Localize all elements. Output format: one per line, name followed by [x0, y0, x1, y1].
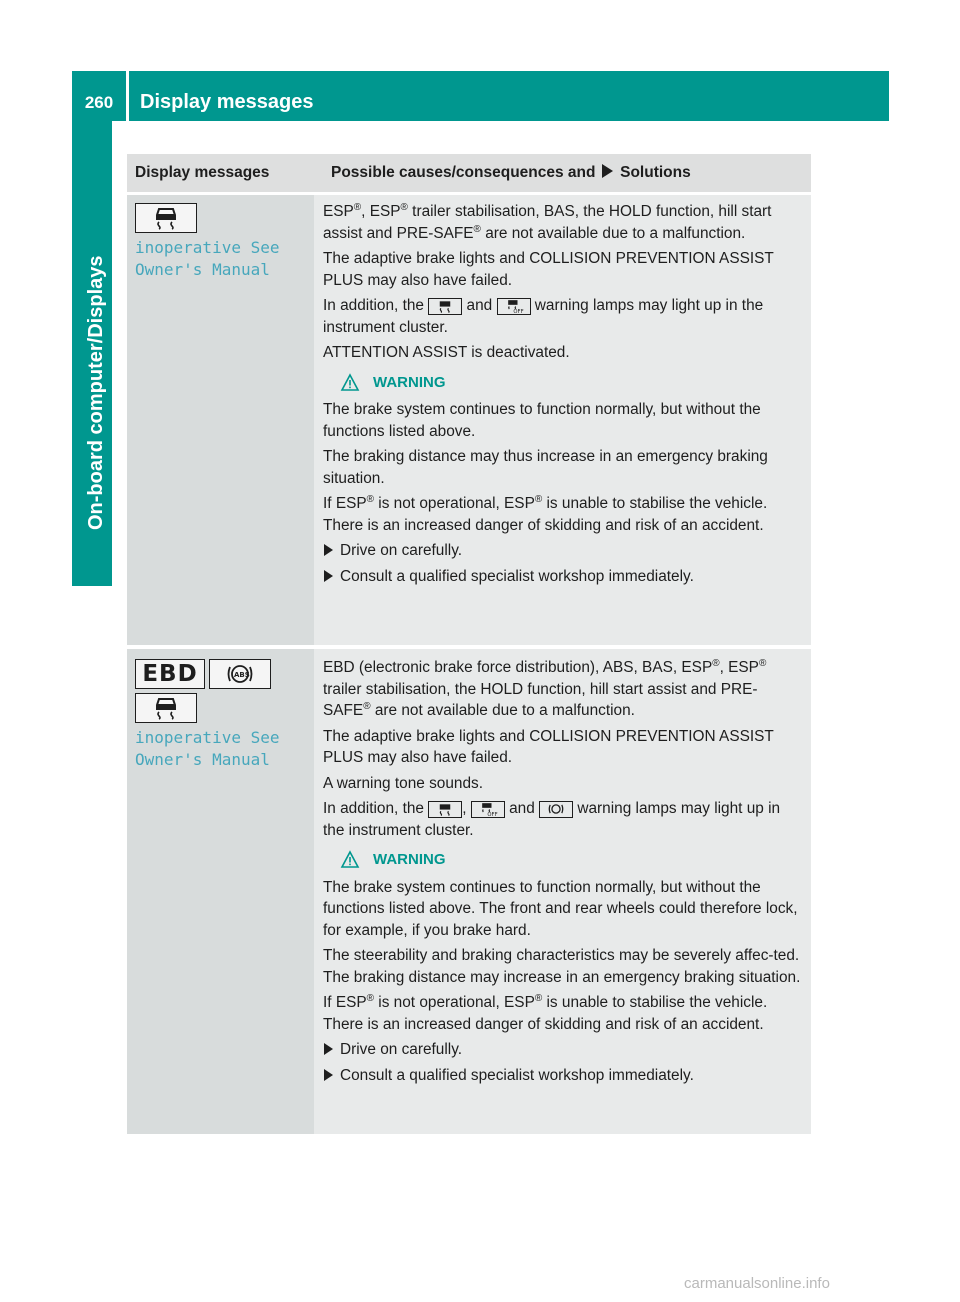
warning-label: WARNING — [373, 373, 446, 391]
warning-triangle-icon — [341, 851, 359, 868]
arrow-right-icon — [324, 1043, 333, 1055]
skidding-car-icon — [428, 298, 462, 315]
paragraph: If ESP® is not operational, ESP® is unable to stabilise the vehicle. There is an increased danger of skidding and risk of an accident. — [323, 992, 768, 1033]
ebd-icon — [135, 659, 205, 689]
table-header — [127, 154, 811, 195]
message-text-line2: Owner's Manual — [135, 259, 270, 279]
paragraph: If ESP® is not operational, ESP® is unable to stabilise the vehicle. There is an increased danger of skidding and risk of an accident. — [323, 493, 768, 534]
col2-header — [322, 154, 811, 192]
header-band — [72, 71, 889, 121]
paragraph: The braking distance may thus increase in an emergency braking situation. — [323, 448, 768, 487]
list-item — [323, 1039, 805, 1061]
list-item — [323, 540, 805, 562]
warning-triangle-icon — [341, 374, 359, 391]
text-span: and — [466, 297, 493, 314]
text-span: In addition, the — [323, 297, 424, 314]
esp-off-icon — [497, 298, 531, 315]
messages-table — [127, 154, 811, 1138]
table-row — [127, 649, 811, 1138]
svg-text:OFF: OFF — [512, 309, 524, 315]
esp-off-icon — [471, 801, 505, 818]
list-item — [323, 566, 805, 588]
col2-header-solutions: Solutions — [620, 164, 691, 181]
paragraph: The adaptive brake lights and COLLISION PREVENTION ASSIST PLUS may also have failed. — [323, 250, 774, 289]
paragraph — [323, 295, 805, 338]
abs-icon — [539, 801, 573, 818]
header-divider — [126, 71, 129, 121]
col1-header: Display messages — [135, 164, 270, 181]
display-message-cell — [127, 195, 314, 645]
watermark: carmanualsonline.info — [684, 1275, 830, 1292]
svg-text:ABS: ABS — [234, 671, 250, 679]
text-span: and — [509, 800, 535, 817]
arrow-right-icon — [324, 1069, 333, 1081]
side-tab-label: On-board computer/Displays — [85, 255, 107, 530]
page-title: Display messages — [140, 91, 314, 113]
skidding-car-icon — [135, 203, 197, 233]
ebd-label: EBD — [142, 661, 198, 687]
arrow-right-icon — [602, 164, 613, 178]
paragraph: ATTENTION ASSIST is deactivated. — [323, 344, 570, 361]
paragraph: A warning tone sounds. — [323, 774, 484, 792]
list-item-text: Consult a qualified specialist workshop immediately. — [340, 567, 694, 585]
causes-cell — [314, 195, 811, 645]
paragraph: The adaptive brake lights and COLLISION PREVENTION ASSIST PLUS may also have failed. — [323, 727, 774, 766]
display-message-cell — [127, 649, 314, 1134]
svg-text:OFF: OFF — [487, 812, 498, 818]
skidding-car-icon — [428, 801, 462, 818]
text-span: In addition, the — [323, 800, 424, 817]
text-span: warning lamps may light up in the instrument cluster. — [323, 297, 764, 336]
paragraph: EBD (electronic brake force distribution), ABS, BAS, ESP®, ESP® trailer stabilisation, the HOLD function, hill start assist and PRE-SAFE® are not available due to a malfunction. — [323, 657, 767, 719]
paragraph — [323, 798, 805, 841]
message-text-line2: Owner's Manual — [135, 749, 270, 769]
list-item-text: Drive on carefully. — [340, 542, 463, 559]
warning-label: WARNING — [373, 851, 446, 868]
text-span: , — [462, 800, 467, 817]
skidding-car-icon — [135, 693, 197, 723]
abs-icon — [209, 659, 271, 689]
message-text-line1: inoperative See — [135, 728, 280, 747]
page-number: 260 — [84, 93, 114, 112]
paragraph: The steerability and braking characteristics may be severely affec-ted. The braking distance may increase in an emergency braking situation. — [323, 947, 801, 986]
paragraph: The brake system continues to function normally, but without the functions listed above. The front and rear wheels could therefore lock, for example, if you brake hard. — [323, 878, 798, 939]
list-item-text: Consult a qualified specialist workshop immediately. — [340, 1066, 694, 1084]
paragraph: ESP®, ESP® trailer stabilisation, BAS, the HOLD function, hill start assist and PRE-SAFE® are not available due to a malfunction. — [323, 201, 772, 242]
col2-header-text: Possible causes/consequences and — [331, 164, 596, 181]
list-item — [323, 1065, 805, 1087]
arrow-right-icon — [324, 570, 333, 582]
table-row — [127, 195, 811, 649]
arrow-right-icon — [324, 544, 333, 556]
text-span: warning lamps may light up in the instrument cluster. — [323, 800, 781, 839]
message-text-line1: inoperative See — [135, 238, 280, 257]
warning-heading — [341, 849, 805, 871]
list-item-text: Drive on carefully. — [340, 1041, 463, 1058]
causes-cell — [314, 649, 811, 1134]
paragraph: The brake system continues to function normally, but without the functions listed above. — [323, 401, 761, 440]
warning-heading — [341, 372, 805, 394]
